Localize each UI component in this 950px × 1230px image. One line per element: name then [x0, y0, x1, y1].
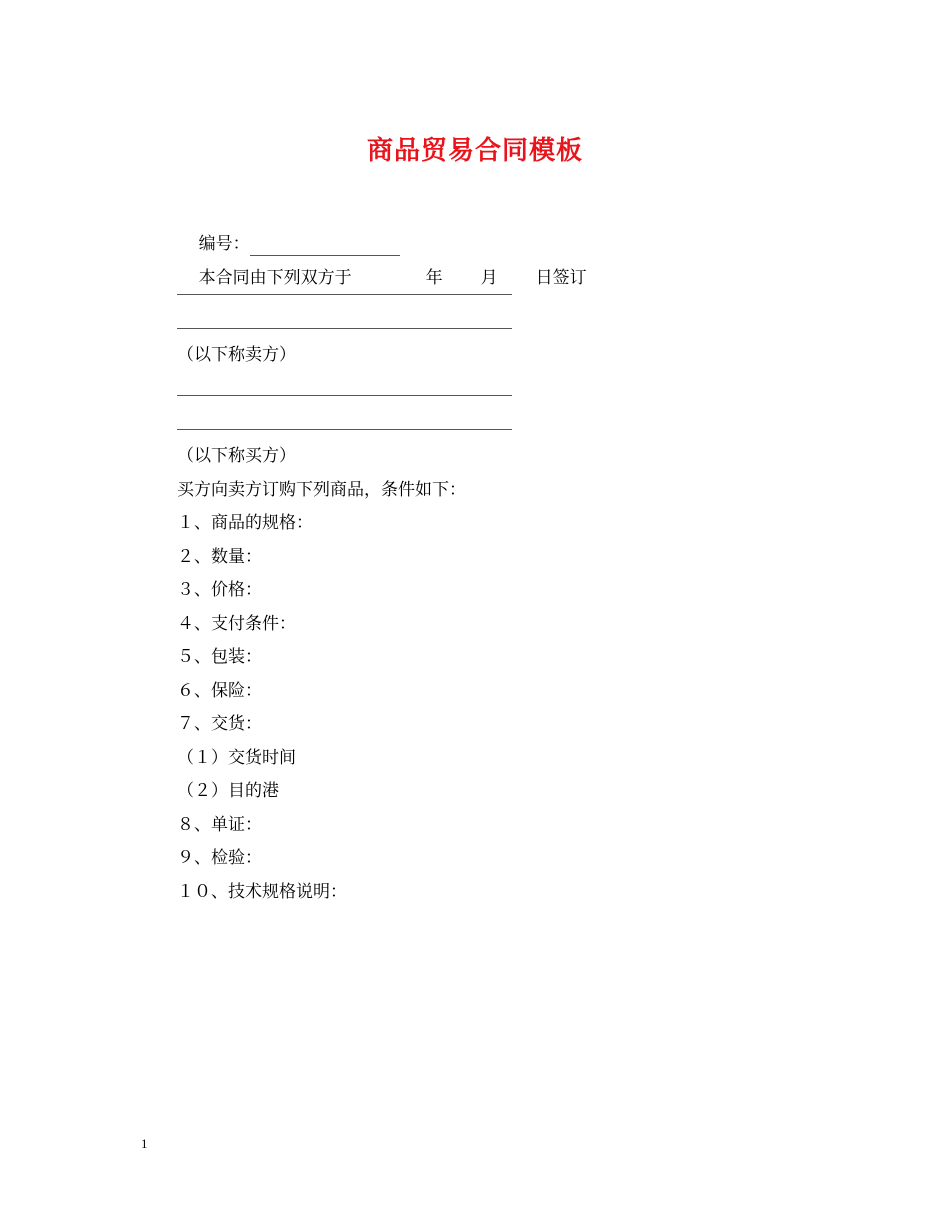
buyer-name-blank-1[interactable]: [177, 395, 512, 396]
buyer-label: （以下称买方）: [177, 446, 296, 466]
clause-item: （２）目的港: [177, 781, 279, 801]
clause-item: ８、单证：: [177, 815, 262, 835]
buyer-name-blank-2[interactable]: [177, 429, 512, 430]
seller-name-blank-1[interactable]: [177, 294, 512, 295]
signing-date-row: [177, 242, 587, 314]
purchase-statement: 买方向卖方订购下列商品，条件如下：: [177, 480, 466, 500]
clause-item: １０、技术规格说明：: [177, 882, 347, 902]
clause-item: ９、检验：: [177, 848, 262, 868]
clause-item: ２、数量：: [177, 547, 262, 567]
clause-item: ３、价格：: [177, 580, 262, 600]
clause-item: １、商品的规格：: [177, 513, 313, 533]
year-label: 年: [425, 268, 443, 288]
clause-item: ４、支付条件：: [177, 614, 296, 634]
document-title: 商品贸易合同模板: [366, 136, 583, 166]
contract-number-label: 编号：: [198, 234, 250, 254]
intro-prefix: 本合同由下列双方于: [198, 268, 352, 288]
seller-name-blank-2[interactable]: [177, 328, 512, 329]
seller-label: （以下称卖方）: [177, 345, 296, 365]
month-label: 月: [480, 268, 498, 288]
clause-item: （１）交货时间: [177, 748, 296, 768]
clause-item: ７、交货：: [177, 714, 262, 734]
day-sign-label: 日签订: [535, 268, 587, 288]
clause-item: ５、包装：: [177, 647, 262, 667]
page-number: 1: [141, 1136, 148, 1151]
clause-item: ６、保险：: [177, 681, 262, 701]
